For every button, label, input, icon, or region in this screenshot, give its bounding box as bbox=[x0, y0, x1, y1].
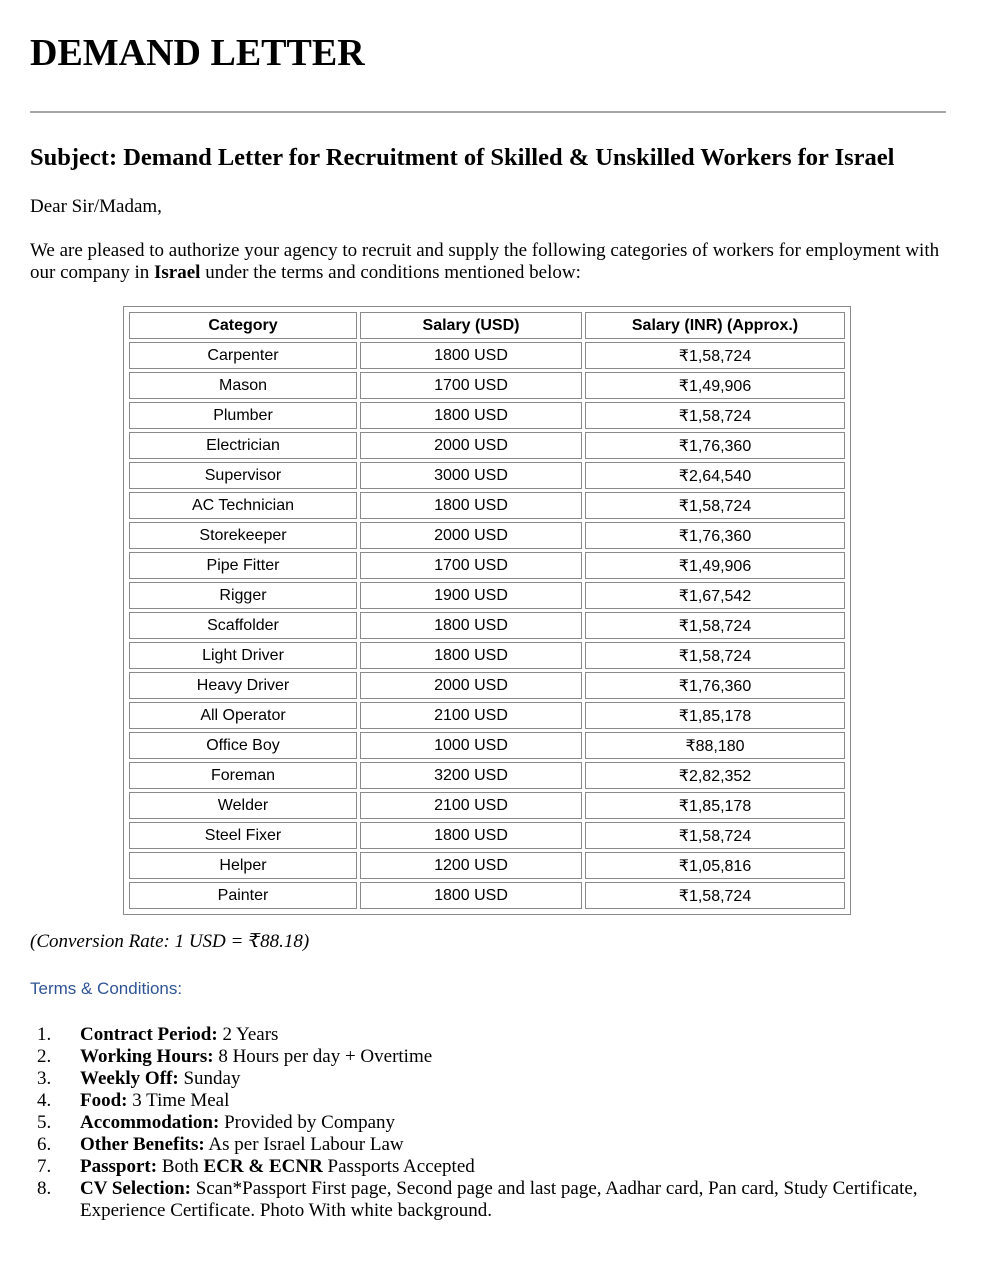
term-label: Food: bbox=[80, 1090, 128, 1111]
intro-country: Israel bbox=[154, 262, 201, 283]
table-row bbox=[129, 432, 845, 459]
term-number: 5. bbox=[37, 1112, 52, 1133]
table-row bbox=[129, 732, 845, 759]
term-item bbox=[30, 1134, 946, 1156]
cell-category: Storekeeper bbox=[129, 522, 357, 549]
table-body bbox=[129, 342, 845, 909]
cell-salary-usd: 1200 USD bbox=[360, 852, 582, 879]
cell-salary-inr: ₹88,180 bbox=[585, 732, 845, 759]
cell-salary-inr: ₹1,49,906 bbox=[585, 552, 845, 579]
cell-category: Foreman bbox=[129, 762, 357, 789]
cell-salary-inr: ₹1,58,724 bbox=[585, 822, 845, 849]
cell-salary-inr: ₹1,58,724 bbox=[585, 642, 845, 669]
term-label: Accommodation: bbox=[80, 1112, 220, 1133]
term-item bbox=[30, 1024, 946, 1046]
cell-salary-usd: 1800 USD bbox=[360, 642, 582, 669]
term-number: 3. bbox=[37, 1068, 52, 1089]
cell-salary-inr: ₹1,49,906 bbox=[585, 372, 845, 399]
term-text: As per Israel Labour Law bbox=[204, 1134, 404, 1155]
header-category: Category bbox=[129, 312, 357, 339]
divider bbox=[30, 111, 946, 113]
table-row bbox=[129, 792, 845, 819]
intro-paragraph bbox=[30, 240, 946, 284]
cell-salary-inr: ₹1,58,724 bbox=[585, 342, 845, 369]
table-row bbox=[129, 642, 845, 669]
cell-category: Helper bbox=[129, 852, 357, 879]
header-salary-usd: Salary (USD) bbox=[360, 312, 582, 339]
salary-table-frame bbox=[123, 306, 851, 915]
terms-list bbox=[30, 1024, 946, 1222]
cell-category: Light Driver bbox=[129, 642, 357, 669]
cell-salary-usd: 1700 USD bbox=[360, 552, 582, 579]
table-row bbox=[129, 342, 845, 369]
table-row bbox=[129, 372, 845, 399]
term-item bbox=[30, 1178, 946, 1222]
cell-category: Electrician bbox=[129, 432, 357, 459]
cell-salary-usd: 1700 USD bbox=[360, 372, 582, 399]
cell-salary-inr: ₹2,82,352 bbox=[585, 762, 845, 789]
term-item bbox=[30, 1046, 946, 1068]
cell-salary-usd: 2000 USD bbox=[360, 522, 582, 549]
cell-salary-usd: 1800 USD bbox=[360, 342, 582, 369]
term-label: CV Selection: bbox=[80, 1178, 191, 1199]
cell-salary-usd: 1800 USD bbox=[360, 882, 582, 909]
cell-salary-usd: 2000 USD bbox=[360, 672, 582, 699]
document-title: DEMAND LETTER bbox=[30, 32, 365, 74]
cell-salary-usd: 1900 USD bbox=[360, 582, 582, 609]
table-row bbox=[129, 552, 845, 579]
cell-category: Scaffolder bbox=[129, 612, 357, 639]
cell-salary-inr: ₹1,67,542 bbox=[585, 582, 845, 609]
cell-salary-usd: 1800 USD bbox=[360, 612, 582, 639]
term-item bbox=[30, 1090, 946, 1112]
terms-heading: Terms & Conditions: bbox=[30, 979, 183, 998]
cell-category: Pipe Fitter bbox=[129, 552, 357, 579]
cell-salary-usd: 2100 USD bbox=[360, 792, 582, 819]
term-emphasis: ECR & ECNR bbox=[203, 1156, 323, 1177]
intro-text-1: We are pleased to authorize your agency to recruit and supply the following categories of workers for employment with our company in bbox=[30, 240, 940, 283]
table-row bbox=[129, 462, 845, 489]
term-item bbox=[30, 1156, 946, 1178]
cell-salary-inr: ₹1,85,178 bbox=[585, 792, 845, 819]
term-text: Sunday bbox=[178, 1068, 241, 1089]
cell-salary-usd: 1800 USD bbox=[360, 492, 582, 519]
cell-salary-inr: ₹1,76,360 bbox=[585, 432, 845, 459]
cell-salary-inr: ₹1,76,360 bbox=[585, 672, 845, 699]
term-label: Other Benefits: bbox=[80, 1134, 205, 1155]
term-label: Passport: bbox=[80, 1156, 158, 1177]
cell-salary-usd: 1800 USD bbox=[360, 402, 582, 429]
cell-category: All Operator bbox=[129, 702, 357, 729]
header-salary-inr: Salary (INR) (Approx.) bbox=[585, 312, 845, 339]
table-row bbox=[129, 762, 845, 789]
table-row bbox=[129, 702, 845, 729]
term-text: Scan*Passport First page, Second page and last page, Aadhar card, Pan card, Study Certificate, Experience Certificate. Photo With white background. bbox=[80, 1178, 918, 1221]
table-row bbox=[129, 582, 845, 609]
cell-salary-inr: ₹1,05,816 bbox=[585, 852, 845, 879]
cell-category: Painter bbox=[129, 882, 357, 909]
table-row bbox=[129, 522, 845, 549]
table-row bbox=[129, 672, 845, 699]
cell-salary-inr: ₹1,58,724 bbox=[585, 402, 845, 429]
cell-category: Carpenter bbox=[129, 342, 357, 369]
term-item bbox=[30, 1068, 946, 1090]
term-number: 1. bbox=[37, 1024, 52, 1045]
term-text-continued: Passports Accepted bbox=[322, 1156, 475, 1177]
term-text: 2 Years bbox=[217, 1024, 279, 1045]
cell-salary-inr: ₹1,58,724 bbox=[585, 492, 845, 519]
term-number: 4. bbox=[37, 1090, 52, 1111]
cell-salary-inr: ₹1,76,360 bbox=[585, 522, 845, 549]
term-label: Weekly Off: bbox=[80, 1068, 179, 1089]
term-number: 2. bbox=[37, 1046, 52, 1067]
cell-category: Steel Fixer bbox=[129, 822, 357, 849]
intro-text-2: under the terms and conditions mentioned below: bbox=[200, 262, 581, 283]
table-row bbox=[129, 852, 845, 879]
cell-category: Heavy Driver bbox=[129, 672, 357, 699]
term-number: 7. bbox=[37, 1156, 52, 1177]
term-item bbox=[30, 1112, 946, 1134]
cell-salary-usd: 2000 USD bbox=[360, 432, 582, 459]
cell-salary-usd: 3200 USD bbox=[360, 762, 582, 789]
salary-table bbox=[126, 309, 848, 912]
cell-category: Rigger bbox=[129, 582, 357, 609]
conversion-rate: (Conversion Rate: 1 USD = ₹88.18) bbox=[30, 931, 310, 952]
subject-line: Subject: Demand Letter for Recruitment of Skilled & Unskilled Workers for Israel bbox=[30, 144, 895, 171]
term-text: Provided by Company bbox=[219, 1112, 396, 1133]
cell-category: AC Technician bbox=[129, 492, 357, 519]
term-label: Working Hours: bbox=[80, 1046, 214, 1067]
table-header-row bbox=[129, 312, 845, 339]
cell-salary-inr: ₹1,58,724 bbox=[585, 882, 845, 909]
term-text: 3 Time Meal bbox=[127, 1090, 230, 1111]
cell-salary-usd: 2100 USD bbox=[360, 702, 582, 729]
cell-category: Supervisor bbox=[129, 462, 357, 489]
cell-salary-usd: 1800 USD bbox=[360, 822, 582, 849]
term-number: 8. bbox=[37, 1178, 52, 1199]
cell-category: Welder bbox=[129, 792, 357, 819]
cell-category: Mason bbox=[129, 372, 357, 399]
cell-category: Plumber bbox=[129, 402, 357, 429]
cell-salary-inr: ₹1,58,724 bbox=[585, 612, 845, 639]
table-row bbox=[129, 492, 845, 519]
term-label: Contract Period: bbox=[80, 1024, 218, 1045]
table-row bbox=[129, 822, 845, 849]
term-text: 8 Hours per day + Overtime bbox=[213, 1046, 433, 1067]
salutation: Dear Sir/Madam, bbox=[30, 196, 162, 217]
term-text: Both bbox=[157, 1156, 204, 1177]
cell-salary-inr: ₹1,85,178 bbox=[585, 702, 845, 729]
table-row bbox=[129, 402, 845, 429]
table-row bbox=[129, 882, 845, 909]
table-row bbox=[129, 612, 845, 639]
term-number: 6. bbox=[37, 1134, 52, 1155]
cell-category: Office Boy bbox=[129, 732, 357, 759]
cell-salary-usd: 3000 USD bbox=[360, 462, 582, 489]
cell-salary-inr: ₹2,64,540 bbox=[585, 462, 845, 489]
cell-salary-usd: 1000 USD bbox=[360, 732, 582, 759]
